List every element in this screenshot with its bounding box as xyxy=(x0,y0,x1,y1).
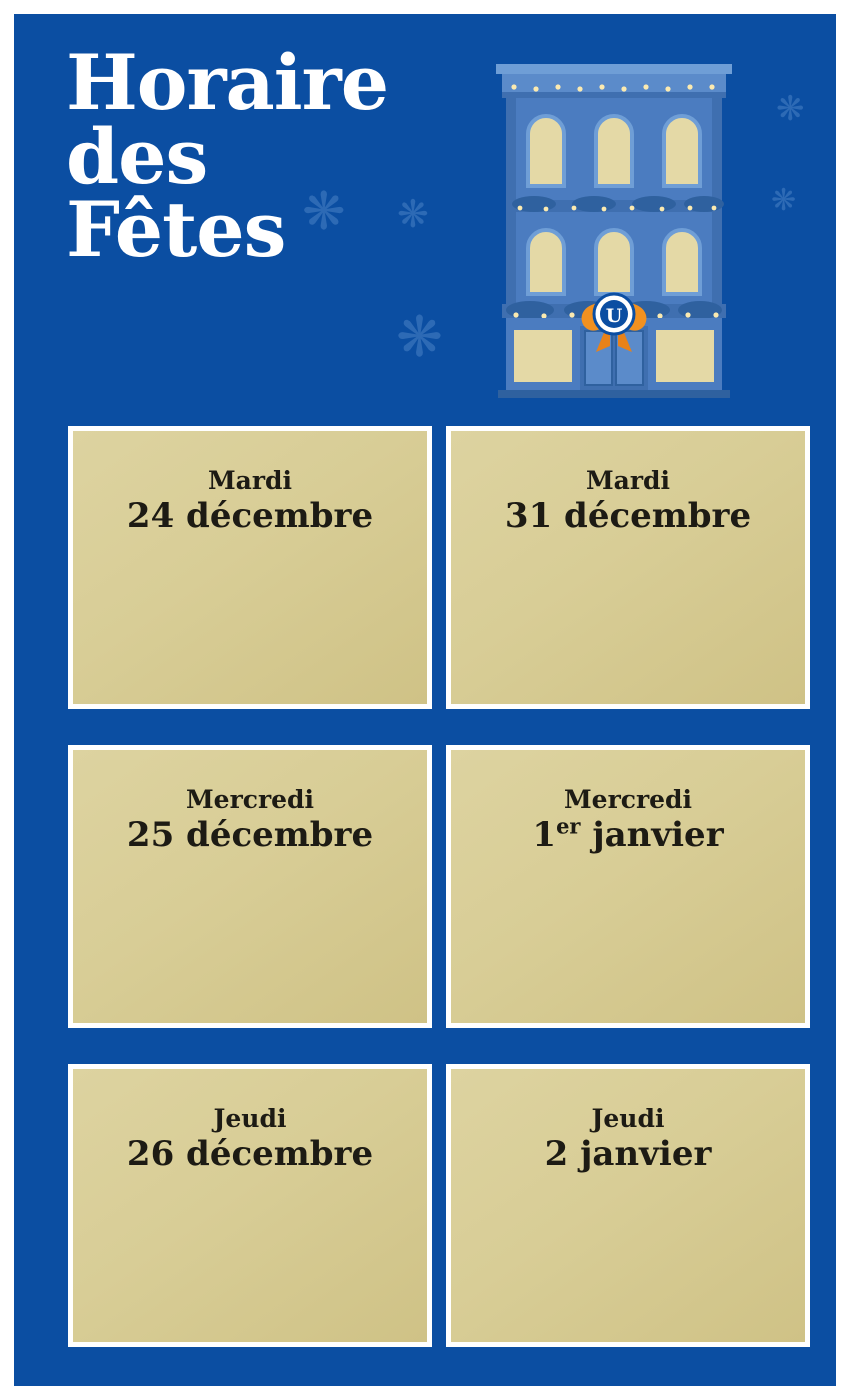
storefront-illustration xyxy=(484,52,744,402)
snowflake-icon: ❋ xyxy=(397,194,429,236)
schedule-card-date xyxy=(451,497,805,536)
schedule-card-weekday: Mercredi xyxy=(185,785,315,814)
schedule-card-date xyxy=(451,813,805,855)
schedule-card xyxy=(68,1064,432,1347)
title-line-1: Horaire xyxy=(66,38,389,127)
title-line-3: Fêtes xyxy=(66,185,286,275)
schedule-grid xyxy=(14,426,850,1347)
page-title xyxy=(66,38,466,275)
schedule-card-date-text: 24 décembre xyxy=(126,495,374,536)
schedule-card-weekday: Jeudi xyxy=(213,1104,287,1133)
schedule-card-date-suffix: er xyxy=(556,813,581,839)
store-logo-letter: U xyxy=(605,305,623,327)
schedule-card-date xyxy=(451,1135,805,1174)
schedule-card-date-text: 31 décembre xyxy=(504,495,752,536)
schedule-card-date-text: 25 décembre xyxy=(126,814,374,855)
schedule-card-date-text: 1 xyxy=(532,814,557,855)
snowflake-icon: ❋ xyxy=(396,305,443,368)
schedule-card-weekday: Jeudi xyxy=(591,1104,665,1133)
snowflake-icon: ❋ xyxy=(776,90,805,128)
snowflake-icon: ❋ xyxy=(771,184,797,217)
schedule-card xyxy=(446,745,810,1028)
schedule-card xyxy=(68,745,432,1028)
schedule-card xyxy=(68,426,432,709)
schedule-card-date-text: 26 décembre xyxy=(126,1133,374,1174)
schedule-card xyxy=(446,426,810,709)
schedule-card-weekday: Mercredi xyxy=(563,785,693,814)
schedule-card-weekday: Mardi xyxy=(585,466,671,495)
schedule-card-date xyxy=(73,497,427,536)
schedule-card-date-text: 2 janvier xyxy=(544,1133,712,1174)
schedule-card-weekday: Mardi xyxy=(207,466,293,495)
schedule-card xyxy=(446,1064,810,1347)
schedule-card-date-month: janvier xyxy=(580,814,724,855)
snowflake-icon: ❋ xyxy=(302,183,346,241)
title-line-2: des xyxy=(66,111,208,201)
schedule-card-date xyxy=(73,1135,427,1174)
schedule-card-date xyxy=(73,816,427,855)
